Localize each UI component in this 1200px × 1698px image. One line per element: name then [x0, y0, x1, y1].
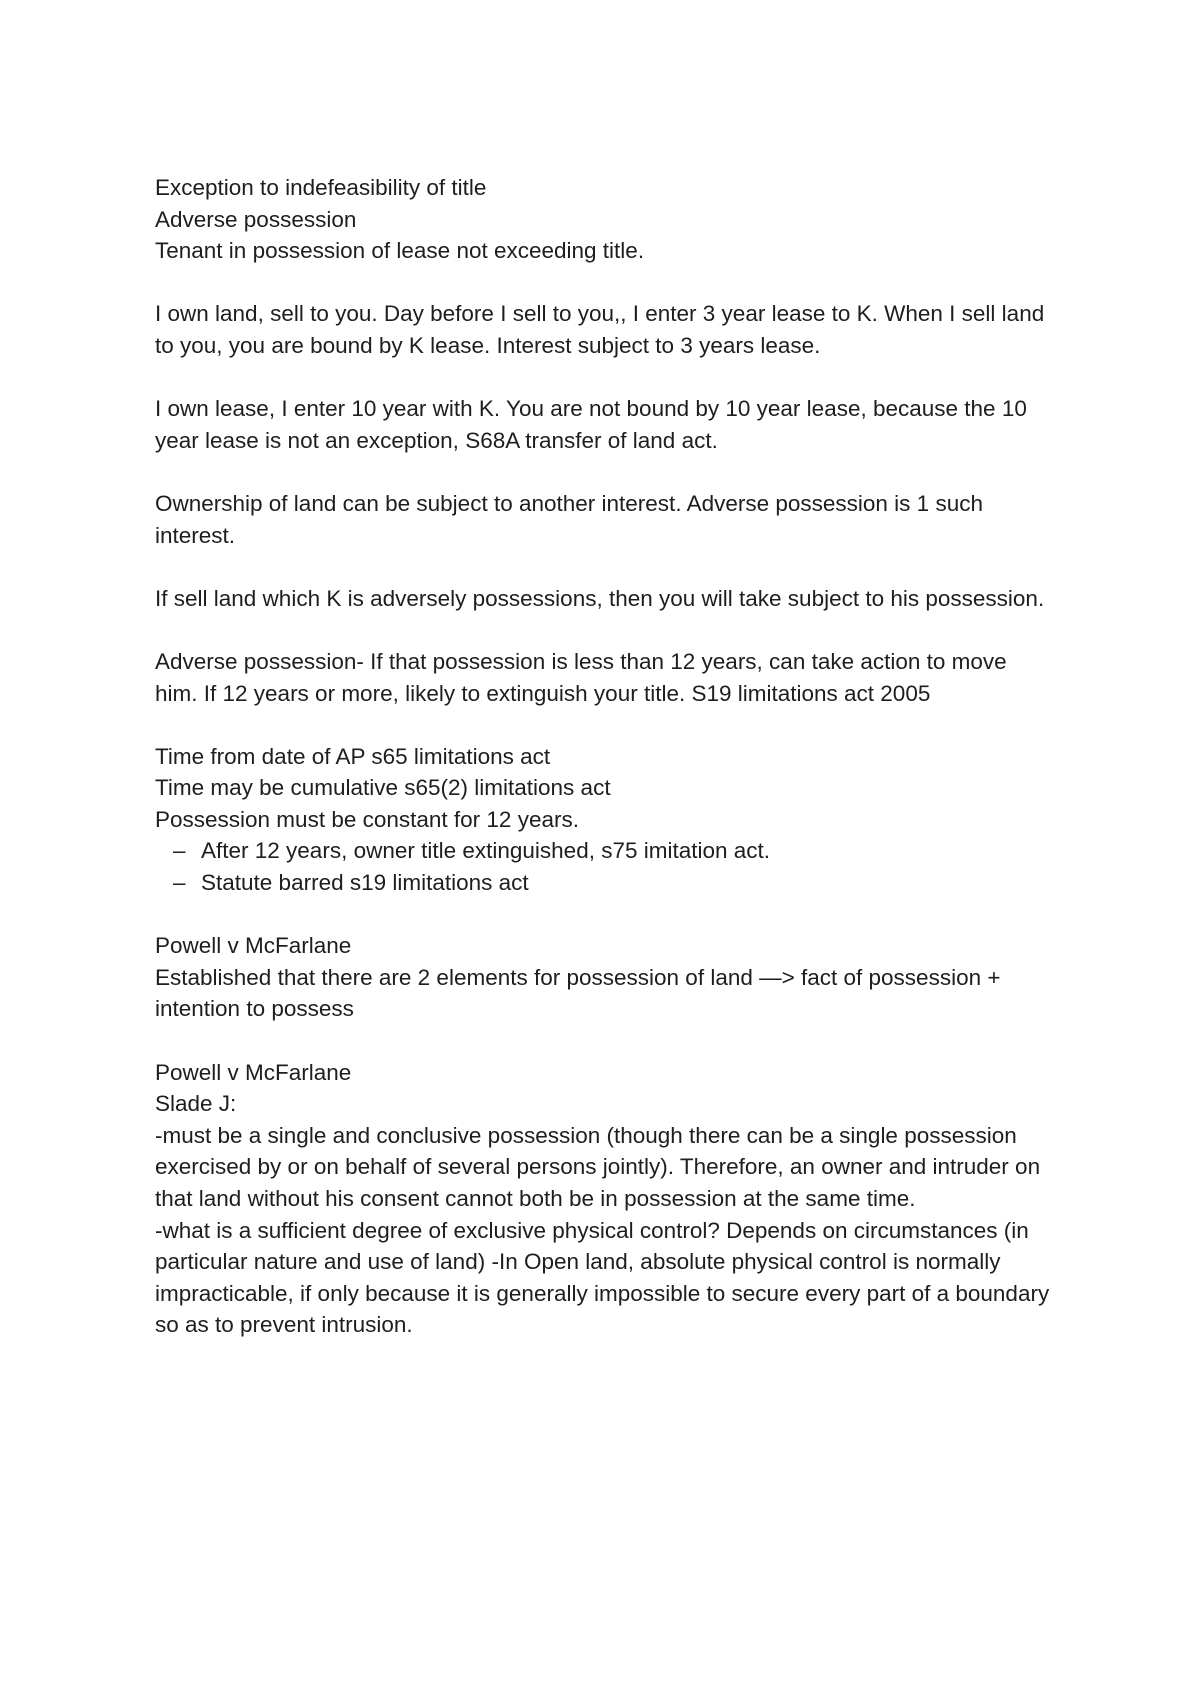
- document-page: [155, 172, 1055, 1341]
- paragraph-gap: [155, 456, 1055, 488]
- list-item-text: After 12 years, owner title extinguished, s75 imitation act.: [201, 838, 771, 864]
- time-line: Time from date of AP s65 limitations act: [155, 743, 551, 769]
- case-point: -must be a single and conclusive possession (though there can be a single possession exercised by or on behalf of several persons jointly). Therefore, an owner and intruder on that land without his consent cannot both be in possession at the same time.: [155, 1122, 1041, 1211]
- paragraph-gap: [155, 267, 1055, 299]
- paragraph-sale-lease: I own land, sell to you. Day before I sell to you,, I enter 3 year lease to K. When I sell land to you, you are bound by K lease. Interest subject to 3 years lease.: [155, 301, 1045, 358]
- case-judge: Slade J:: [155, 1091, 237, 1117]
- paragraph-gap: [155, 362, 1055, 394]
- dash-bullet: –: [173, 870, 186, 896]
- paragraph-sell-land: If sell land which K is adversely possessions, then you will take subject to his possession.: [155, 585, 1045, 611]
- heading-line: Exception to indefeasibility of title: [155, 175, 487, 200]
- list-item: [173, 835, 1055, 867]
- paragraph-ownership: Ownership of land can be subject to another interest. Adverse possession is 1 such interest.: [155, 490, 983, 548]
- paragraph-gap: [155, 614, 1055, 646]
- paragraph-gap: [155, 899, 1055, 931]
- case-point: -what is a sufficient degree of exclusive physical control? Depends on circumstances (in particular nature and use of land) -In Open land, absolute physical control is normally impracticable, if only because it is generally impossible to secure every part of a boundary so as to prevent intrusion.: [155, 1217, 1050, 1338]
- list-item: [173, 867, 1055, 899]
- time-line: Possession must be constant for 12 years.: [155, 806, 579, 832]
- list-item-text: Statute barred s19 limitations act: [201, 870, 529, 896]
- paragraph-ten-year-lease: I own lease, I enter 10 year with K. You are not bound by 10 year lease, because the 10 year lease is not an exception, S68A transfer of land act.: [155, 396, 1027, 453]
- case-summary: Established that there are 2 elements for possession of land —> fact of possession + intention to possess: [155, 964, 1001, 1022]
- heading-line: Tenant in possession of lease not exceeding title.: [155, 238, 645, 264]
- paragraph-gap: [155, 551, 1055, 583]
- case-title: Powell v McFarlane: [155, 1059, 352, 1085]
- paragraph-gap: [155, 1025, 1055, 1057]
- paragraph-adverse-possession: Adverse possession- If that possession is less than 12 years, can take action to move him. If 12 years or more, likely to extinguish your title. S19 limitations act 2005: [155, 648, 1007, 706]
- time-line: Time may be cumulative s65(2) limitations act: [155, 775, 611, 801]
- paragraph-gap: [155, 709, 1055, 741]
- dash-bullet: –: [173, 838, 186, 864]
- heading-line: Adverse possession: [155, 206, 357, 232]
- dash-list: [155, 835, 1055, 898]
- case-title: Powell v McFarlane: [155, 933, 352, 959]
